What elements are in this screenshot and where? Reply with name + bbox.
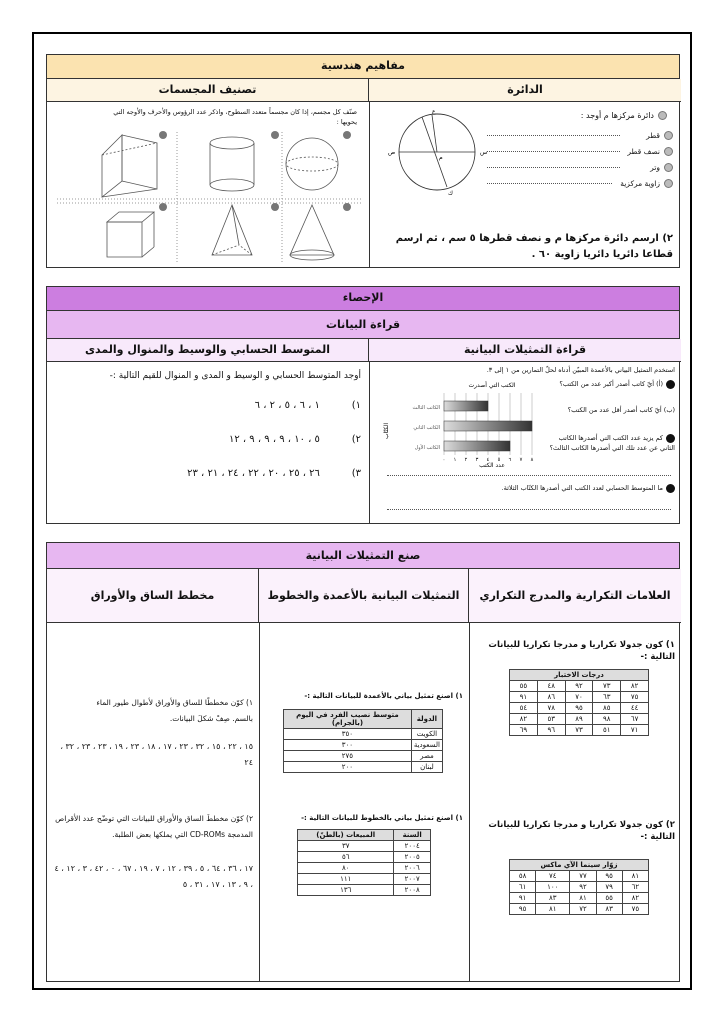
circle-label-s: س [480, 149, 488, 156]
table-cell: ٥٤ [510, 703, 538, 714]
table-row [510, 904, 649, 915]
frequency-header: العلامات التكرارية والمدرج التكراري [469, 569, 681, 623]
chart-bar [444, 441, 510, 451]
table-row [510, 882, 649, 893]
test-scores-head: درجات الاختبار [510, 670, 649, 681]
table-cell: ٧٠ [565, 692, 593, 703]
table-cell: ٧٤ [536, 871, 570, 882]
table-cell: ٥٨ [510, 871, 536, 882]
table-cell: ٩٥ [510, 904, 536, 915]
table-row [298, 841, 431, 852]
mean-median-header: المتوسط الحسابي والوسيط والمنوال والمدى [47, 339, 369, 362]
table-cell: ٧٥ [621, 692, 649, 703]
sales-table [297, 829, 431, 896]
table-cell: ٨١ [570, 893, 596, 904]
imax-visitors-table [509, 859, 649, 915]
table-row [510, 714, 649, 725]
diameter-bullet-icon [664, 131, 673, 140]
table-cell: ٥٦ [298, 852, 394, 863]
data-reading-title: قراءة البيانات [47, 311, 679, 339]
table-cell: ٧٧ [570, 871, 596, 882]
table-cell: ٨١ [536, 904, 570, 915]
table-cell: لبنان [411, 762, 442, 773]
freq-q2: ٢) كون جدولا تكراريا و مدرجا تكراريا للبيانات التالية :- [488, 820, 675, 842]
mean-instruction: أوجد المتوسط الحسابي و الوسيط و المدى و المنوال للقيم التالية :- [109, 371, 361, 381]
books-bar-chart [382, 379, 542, 469]
table-cell: ٩٨ [593, 714, 621, 725]
table-row [284, 751, 443, 762]
chart-bar [444, 401, 488, 411]
chart-cat-1: الكاتب الأول [414, 445, 440, 451]
graph-q1b: (ب) أيّ كاتب أصدر أقل عدد من الكتب؟ [567, 406, 675, 414]
chart-xlabel: عدد الكتب [479, 462, 505, 469]
graph-q2: كم يزيد عدد الكتب التي أصدرها الكاتب الثاني عن عدد تلك التي أصدرها الكاتب الثالث؟ [549, 434, 675, 452]
freq-q1: ١) كون جدولا تكراريا و مدرجا تكراريا للبيانات التالية :- [488, 640, 675, 662]
table-cell: ٢٧٥ [284, 751, 412, 762]
table-cell: ٨٥ [593, 703, 621, 714]
table-row [510, 725, 649, 736]
circle-header: الدائرة [369, 79, 681, 102]
table-cell: السعودية [411, 740, 442, 751]
table-cell: ٥٥ [596, 893, 622, 904]
x-tick-label: ٠ [442, 457, 446, 463]
graph-q1a: (أ) أيّ كاتب أصدر أكبر عدد من الكتب؟ [547, 379, 675, 389]
x-tick-label: ٥ [497, 457, 501, 463]
angle-bullet-icon [664, 179, 673, 188]
table-cell: ٢٠٠٤ [394, 841, 431, 852]
table-cell: ٧٨ [537, 703, 565, 714]
graph-instruction: استخدم التمثيل البياني بالأعمدة المبيّن أدناه لحلّ التمارين من ١ إلى ٣. [486, 366, 675, 374]
table-row [510, 692, 649, 703]
table-row [298, 863, 431, 874]
x-tick-label: ٦ [508, 457, 512, 463]
x-tick-label: ٨ [530, 457, 534, 463]
table-cell: ٨٠ [298, 863, 394, 874]
table-cell: ٧٣ [565, 725, 593, 736]
x-tick-label: ٤ [486, 457, 490, 463]
table-cell: ٩٦ [537, 725, 565, 736]
circle-item: وتر [487, 159, 673, 175]
table-cell: ٤٤ [621, 703, 649, 714]
table-cell: ٦٧ [621, 714, 649, 725]
stem-leaf-header: مخطط الساق والأوراق [47, 569, 259, 623]
table-cell: ٢٠٠٧ [394, 874, 431, 885]
table-cell: ١٣٦ [298, 885, 394, 896]
reading-graphs-header: قراءة التمثيلات البيانية [369, 339, 681, 362]
table-cell: ٥٥ [510, 681, 538, 692]
table-cell: ٦٢ [622, 882, 648, 893]
table-row [298, 874, 431, 885]
circle-label-m: م [439, 154, 443, 161]
circle-intro: دائرة مركزها م أوجد : [517, 109, 667, 123]
table-row [284, 762, 443, 773]
table-cell: ٩١ [510, 692, 538, 703]
circle-item: زاوية مركزية [487, 175, 673, 191]
radius-bullet-icon [664, 147, 673, 156]
table-cell: ١١١ [298, 874, 394, 885]
table-cell: ٢٠٠٦ [394, 863, 431, 874]
circle-bullet-icon [658, 111, 667, 120]
table-cell: ٢٠٠ [284, 762, 412, 773]
table-cell: ٩٢ [565, 681, 593, 692]
country-head: الدولة [411, 710, 442, 729]
table-row [284, 740, 443, 751]
x-tick-label: ٣ [475, 457, 479, 463]
mean-item-3: ٣) ٢٦ ، ٢٥ ، ٢٠ ، ٢٢ ، ٢٤ ، ٢١ ، ٢٣ [187, 468, 361, 479]
table-cell: ٨١ [622, 871, 648, 882]
making-graphs-section [46, 542, 680, 982]
table-cell: ٧١ [621, 725, 649, 736]
table-row [510, 681, 649, 692]
statistics-section [46, 286, 680, 524]
worksheet-frame [32, 32, 692, 990]
table-cell: ٨٢ [621, 681, 649, 692]
table-row [510, 871, 649, 882]
sales-head: المبيعات (بالطنّ) [298, 830, 394, 841]
table-cell: ٤٨ [537, 681, 565, 692]
x-tick-label: ٢ [464, 457, 468, 463]
x-tick-label: ٧ [519, 457, 523, 463]
table-cell: ٥١ [593, 725, 621, 736]
graph-q3: ما المتوسط الحسابي لعدد الكتب التي أصدرها الكتّاب الثلاثة. [467, 483, 675, 493]
chart-cat-2: الكاتب الثاني [413, 425, 440, 431]
table-cell: ٨٣ [596, 904, 622, 915]
table-cell: ٨٣ [536, 893, 570, 904]
table-cell: ٦٩ [510, 725, 538, 736]
circle-label-k: ك [448, 190, 453, 197]
x-tick-label: ١ [453, 457, 457, 463]
table-row [298, 852, 431, 863]
line-graph-question: ١) اصنع تمثيل بياني بالخطوط للبيانات التالية :- [301, 814, 463, 822]
bar-graph-question: ١) اصنع تمثيل بياني بالأعمدة للبيانات التالية :- [304, 692, 463, 700]
year-head: السنة [394, 830, 431, 841]
chart-bar [444, 421, 532, 431]
table-cell: ٣٥٠ [284, 729, 412, 740]
table-cell: ٨٢ [510, 714, 538, 725]
table-cell: ٧٥ [622, 904, 648, 915]
table-cell: مصر [411, 751, 442, 762]
table-cell: ٦١ [510, 882, 536, 893]
geometry-section [46, 54, 680, 268]
stem-leaf-data1: ١٥ ، ٢٢ ، ١٥ ، ٣٢ ، ٢٣ ، ١٧ ، ١٨ ، ٢٣ ، ١٩ ، ٢٣ ، ٢٣ ، ٣٢ ، ٢٤ [60, 742, 253, 767]
mean-item-2: ٢) ٥ ، ١٠ ، ٩ ، ٩ ، ٩ ، ١٢ [228, 434, 361, 445]
table-cell: ٧٢ [570, 904, 596, 915]
circle-label-p: ص [388, 149, 396, 156]
circle-label-a: ع [432, 108, 436, 115]
circle-item: نصف قطر [487, 143, 673, 159]
table-cell: ٧٩ [596, 882, 622, 893]
circle-item-list [487, 127, 673, 191]
table-cell: ٩٥ [596, 871, 622, 882]
making-graphs-title: صنع التمثيلات البيانية [47, 543, 679, 569]
table-cell: ٩٥ [565, 703, 593, 714]
table-cell: ١٠٠ [536, 882, 570, 893]
stem-leaf-data2: ١٧ ، ٣٦ ، ٦٤ ، ٥ ، ٣٩ ، ١٢ ، ٧ ، ١٩ ، ٦٧ ، ٠ ، ٤٢ ، ٣ ، ١٢ ، ٤ ، ٩ ، ١٣ ، ١٧ ، ٣١ ، ٥ [54, 864, 253, 889]
bar-line-header: التمثيلات البيانية بالأعمدة والخطوط [259, 569, 469, 623]
solids-drawings [47, 127, 367, 267]
q1-number-icon [666, 380, 675, 389]
table-cell: ٩١ [510, 893, 536, 904]
table-row [298, 885, 431, 896]
stem-leaf-q1: ١) كوّن مخططًا للساق والأوراق لأطوال طيور الماء بالسم. صِفْ شكلَ البيانات. [96, 698, 253, 723]
imax-visitors-head: زوّار سينما الآي ماكس [510, 860, 649, 871]
circle-task: ٢) ارسم دائرة مركزها م و نصف قطرها ٥ سم ، ثم ارسم قطاعا دائريا دائريا زاوية ٦٠ . [395, 233, 673, 260]
test-scores-table [509, 669, 649, 736]
table-cell: ٢٠٠٨ [394, 885, 431, 896]
table-row [510, 893, 649, 904]
chart-cat-3: الكاتب الثالث [412, 405, 440, 411]
table-cell: ٨٦ [537, 692, 565, 703]
table-cell: ٧٣ [593, 681, 621, 692]
circle-item: قطر [487, 127, 673, 143]
table-row [284, 729, 443, 740]
geometry-title: مفاهيم هندسية [47, 55, 679, 79]
table-cell: ٣٠٠ [284, 740, 412, 751]
consumption-head: متوسط نصيب الفرد في اليوم (بالجرام) [284, 710, 412, 729]
statistics-title: الإحصاء [47, 287, 679, 311]
circle-diagram [382, 107, 492, 197]
table-cell: ٥٣ [537, 714, 565, 725]
q2-number-icon [666, 434, 675, 443]
table-cell: ٣٧ [298, 841, 394, 852]
table-cell: ٦٣ [593, 692, 621, 703]
table-cell: ٩٢ [570, 882, 596, 893]
stem-leaf-q2: ٢) كوّن مخططَ الساق والأوراق للبيانات التي توضّح عدد الأقراص المدمجة CD-ROMs التي يملكها بعض الطلبة. [55, 814, 253, 839]
solids-instruction: صنّف كل مجسم، إذا كان مجسماً متعدد السطوح، واذكر عدد الرؤوس والأحرف والأوجه التي يحويها : [113, 108, 357, 126]
mean-item-1: ١) ١ ، ٦ ، ٥ ، ٢ ، ٦ [254, 400, 361, 411]
table-row [510, 703, 649, 714]
chart-ylabel: الكتّاب [383, 422, 390, 440]
solids-header: تصنيف المجسمات [47, 79, 369, 102]
table-cell: الكويت [411, 729, 442, 740]
table-cell: ٢٠٠٥ [394, 852, 431, 863]
chord-bullet-icon [664, 163, 673, 172]
chart-title: الكتب التي أصدرت [468, 382, 516, 389]
q3-number-icon [666, 484, 675, 493]
table-cell: ٨٢ [622, 893, 648, 904]
country-consumption-table [283, 709, 443, 773]
table-cell: ٨٩ [565, 714, 593, 725]
